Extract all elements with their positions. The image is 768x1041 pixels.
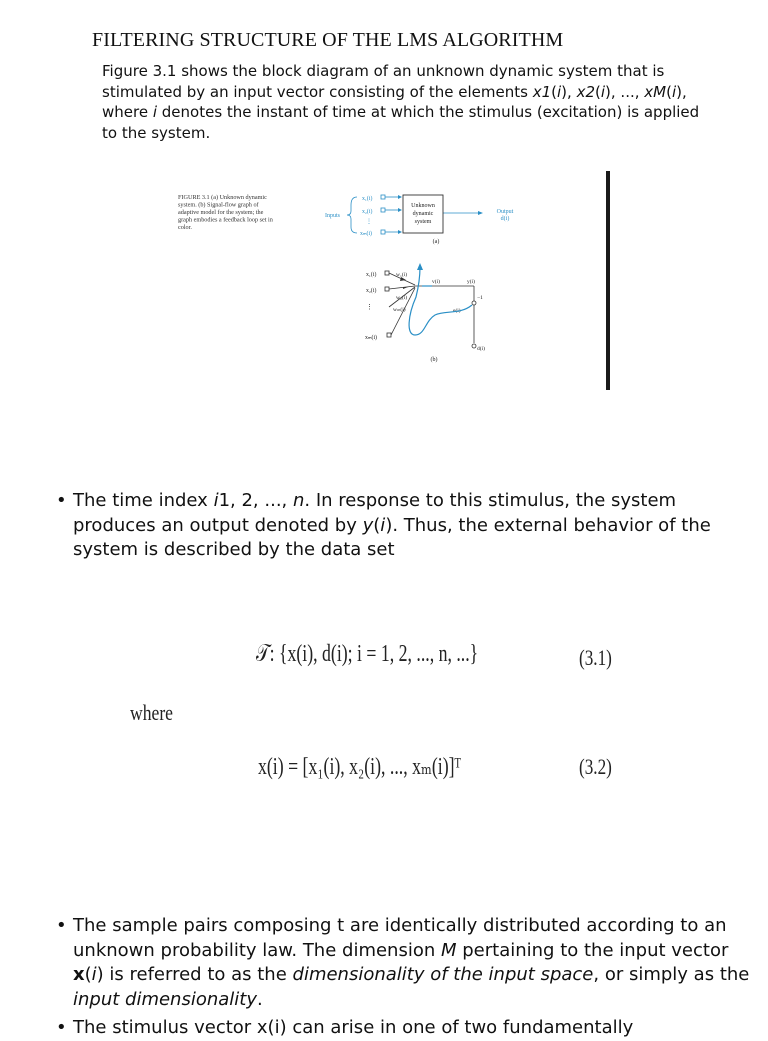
equation-3-1: 𝒯: {x(i), d(i); i = 1, 2, ..., n, ...} bbox=[256, 641, 479, 667]
equation-3-2: x(i) = [x₁(i), x₂(i), ..., xₘ(i)]ᵀ bbox=[258, 754, 461, 780]
input-a-dots: ⋮ bbox=[366, 219, 372, 225]
input-a-2: x₂(i) bbox=[362, 209, 373, 215]
bullet-marker: • bbox=[56, 490, 67, 511]
d-label: d(i) bbox=[477, 346, 485, 352]
minus-one: −1 bbox=[477, 295, 483, 301]
bullet-text: The time index i1, 2, ..., n. In response to this stimulus, the system produces an output denoted by y(i). Thus, the external behavior of the system is described by the data set bbox=[73, 490, 711, 560]
weight-m: wₘ(i) bbox=[393, 307, 406, 313]
intro-paragraph: Figure 3.1 shows the block diagram of an unknown dynamic system that is stimulated by an input vector consisting of the elements x1(i), x2(i), ..., xM(i), where i denotes the instant of time at which the stimulus (excitation) is applied to the system. bbox=[102, 62, 700, 142]
svg-text:d(i): d(i) bbox=[500, 216, 510, 222]
inputs-brace bbox=[347, 197, 357, 233]
diagram-a bbox=[325, 195, 514, 245]
output-label: Output bbox=[496, 209, 514, 215]
feedback-loop bbox=[409, 267, 472, 335]
label-b: (b) bbox=[430, 357, 438, 363]
svg-text:system: system bbox=[414, 219, 432, 225]
vertical-divider bbox=[606, 171, 610, 390]
bullet-marker: • bbox=[56, 915, 67, 936]
svg-text:Unknown: Unknown bbox=[411, 203, 435, 209]
input-b-1: x₁(i) bbox=[366, 272, 377, 278]
input-a-1: x₁(i) bbox=[362, 196, 373, 202]
e-label: e(i) bbox=[453, 308, 461, 314]
bullet-text: The sample pairs composing t are identically distributed according to an unknown probability law. The dimension M pertaining to the input vector x(i) is referred to as the dimensionality of the input space, or simply as the input dimensionality. bbox=[73, 915, 750, 1010]
diagram-b bbox=[365, 263, 485, 363]
input-a-m: xₘ(i) bbox=[360, 231, 372, 237]
bullet-marker: • bbox=[56, 1017, 67, 1038]
weight-1: w₁(i) bbox=[396, 272, 408, 278]
y-label: y(i) bbox=[467, 279, 475, 285]
label-a: (a) bbox=[432, 239, 440, 245]
svg-text:dynamic: dynamic bbox=[412, 211, 434, 217]
block-diagram-figure bbox=[170, 175, 550, 375]
equation-number-3-2: (3.2) bbox=[579, 754, 612, 779]
page-title: FILTERING STRUCTURE OF THE LMS ALGORITHM bbox=[92, 29, 564, 51]
inputs-label: Inputs bbox=[325, 213, 340, 219]
input-b-dots: ⋮ bbox=[366, 303, 373, 311]
v-label: v(i) bbox=[432, 279, 440, 285]
where-label: where bbox=[130, 700, 173, 725]
equation-number-3-1: (3.1) bbox=[579, 645, 612, 670]
bullet-text: The stimulus vector x(i) can arise in one of two fundamentally bbox=[73, 1017, 634, 1038]
figure-caption: FIGURE 3.1 (a) Unknown dynamic system. (b) Signal-flow graph of adaptive model for the system; the graph embodies a feedback loop set in color. bbox=[178, 194, 273, 231]
weight-2: w₂(i) bbox=[396, 295, 408, 301]
input-b-2: x₂(i) bbox=[366, 288, 377, 294]
input-b-m: xₘ(i) bbox=[365, 335, 377, 341]
